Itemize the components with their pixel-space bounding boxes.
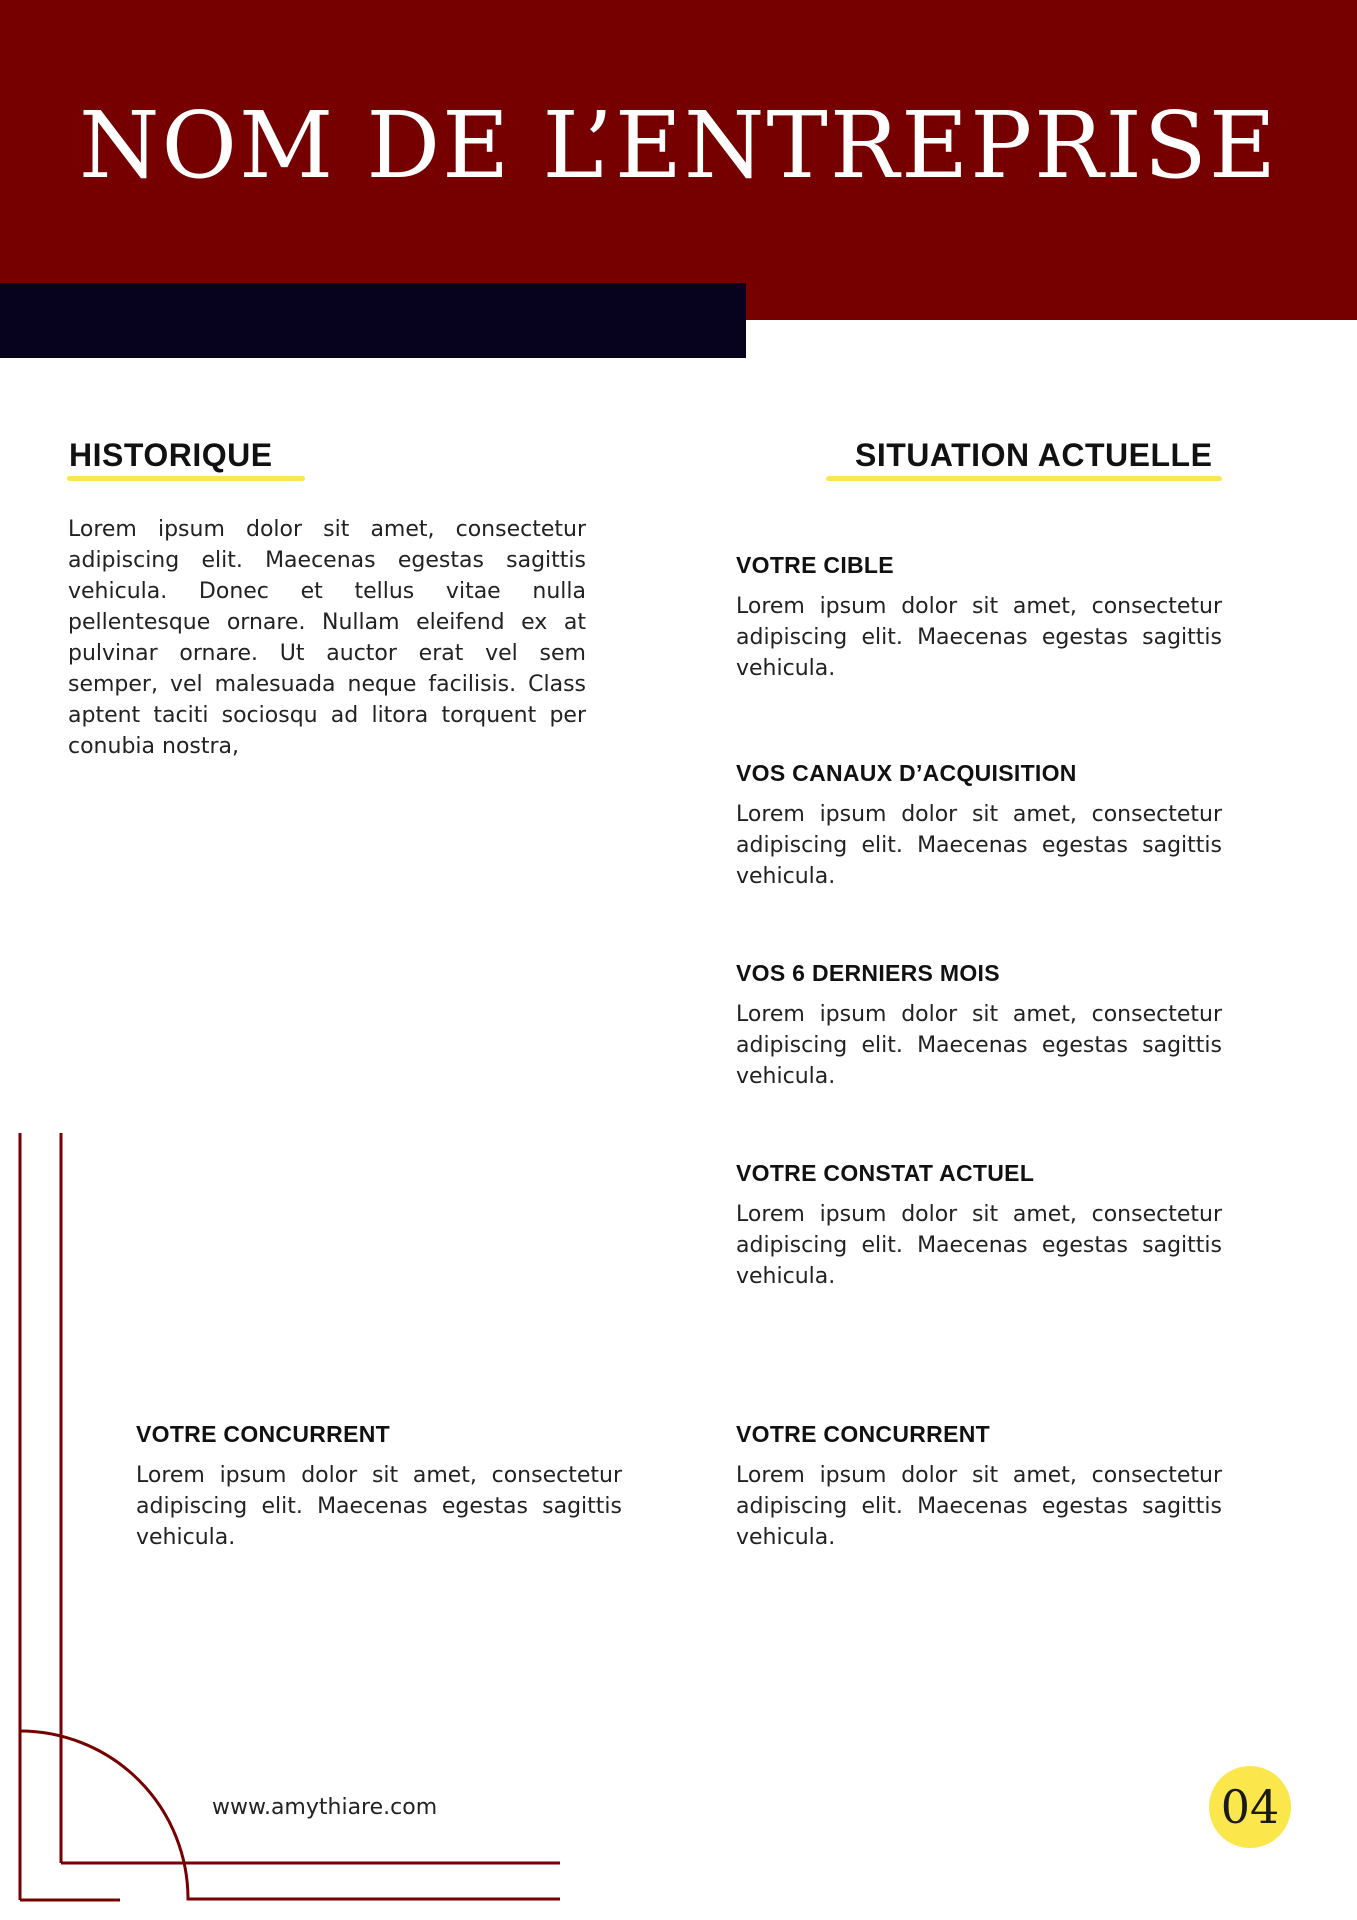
page-number: 04 (1220, 1780, 1280, 1834)
block-body: Lorem ipsum dolor sit amet, consectetur adipiscing elit. Maecenas egestas sagittis vehicula. (736, 594, 1222, 681)
historique-heading: HISTORIQUE (69, 437, 273, 473)
block-body: Lorem ipsum dolor sit amet, consectetur adipiscing elit. Maecenas egestas sagittis vehicula. (736, 1002, 1222, 1089)
block-body: Lorem ipsum dolor sit amet, consectetur adipiscing elit. Maecenas egestas sagittis vehicula. (736, 1202, 1222, 1289)
historique-body: Lorem ipsum dolor sit amet, consectetur adipiscing elit. Maecenas egestas sagittis vehicula. Donec et tellus vitae nulla pellentesque ornare. Nullam eleifend ex at pulvinar ornare. Ut auctor erat vel sem semper, vel malesuada neque facilisis. Class aptent taciti sociosqu ad litora torquent per conubia nostra, (68, 517, 586, 759)
block-title: VOS 6 DERNIERS MOIS (736, 960, 1000, 986)
company-name: NOM DE L’ENTREPRISE (79, 92, 1278, 199)
block-title: VOS CANAUX D’ACQUISITION (736, 760, 1077, 786)
page-number-badge (1209, 1766, 1291, 1848)
block-title: VOTRE CONSTAT ACTUEL (736, 1160, 1035, 1186)
block-title: VOTRE CIBLE (736, 552, 894, 578)
block-body: Lorem ipsum dolor sit amet, consectetur adipiscing elit. Maecenas egestas sagittis vehicula. (736, 1463, 1222, 1550)
block-title: VOTRE CONCURRENT (736, 1421, 990, 1447)
website-link[interactable]: www.amythiare.com (212, 1795, 438, 1820)
situation-heading: SITUATION ACTUELLE (855, 437, 1213, 473)
block-title: VOTRE CONCURRENT (136, 1421, 390, 1447)
block-body: Lorem ipsum dolor sit amet, consectetur adipiscing elit. Maecenas egestas sagittis vehicula. (736, 802, 1222, 889)
block-body: Lorem ipsum dolor sit amet, consectetur adipiscing elit. Maecenas egestas sagittis vehicula. (136, 1463, 622, 1550)
